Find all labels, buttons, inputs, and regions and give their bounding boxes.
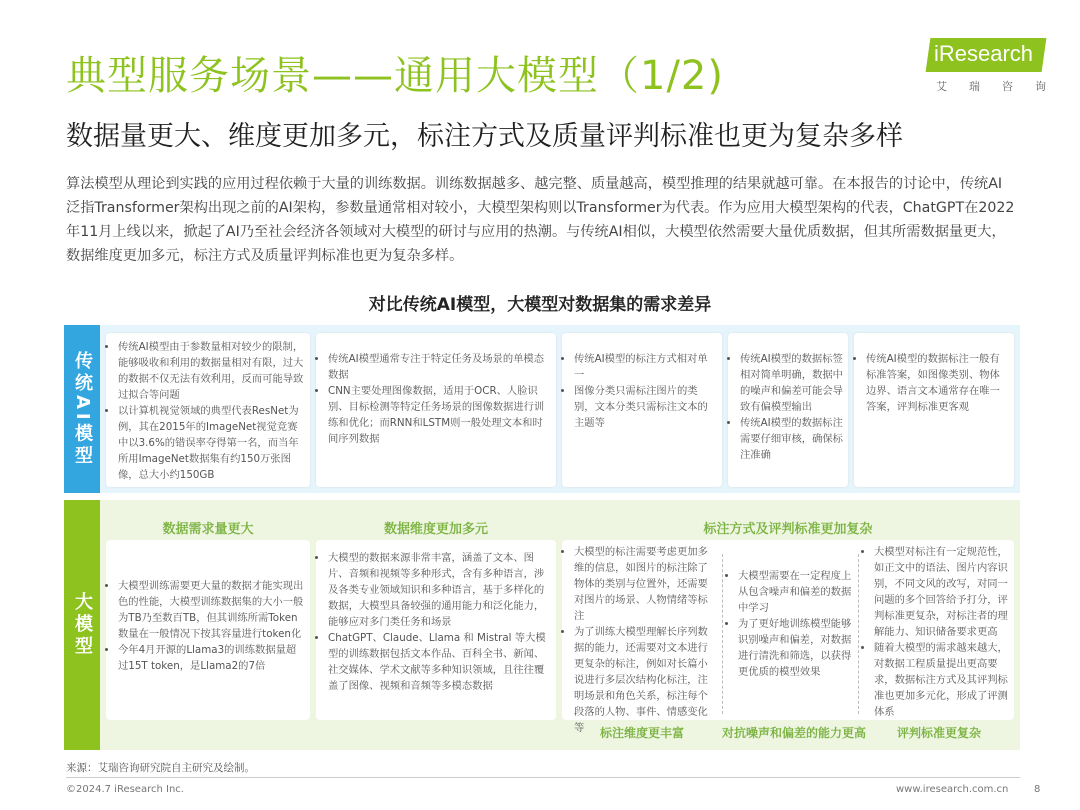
large-model-label: 大模型	[64, 500, 100, 750]
comparison-heading: 对比传统AI模型，大模型对数据集的需求差异	[368, 295, 712, 315]
list-item: • 传统AI模型的数据标注一般有标准答案，如图像类别、物体边界、语言文本通常存在唯一答案，评判标准更客观	[866, 351, 1008, 415]
list-item: • 大模型需要在一定程度上从包含噪声和偏差的数据中学习	[738, 568, 852, 616]
traditional-col-3	[562, 333, 722, 487]
category-title: 数据需求量更大	[162, 522, 254, 537]
traditional-col-2	[316, 333, 556, 487]
bottom-label: 评判标准更复杂	[896, 726, 981, 740]
intro-paragraph: 算法模型从理论到实践的应用过程依赖于大量的训练数据。训练数据越多、越完整、质量越高，模型推理的结果就越可靠。在本报告的讨论中，传统AI泛指Transformer架构出现之前的AI架构，参数量通常相对较小，大模型架构则以Transformer为代表。作为应用大模型架构的代表，ChatGPT在2022年11月上线以来，掀起了AI乃至社会经济各领域对大模型的研讨与应用的热潮。与传统AI相似，大模型依然需要大量优质数据，但其所需数据量更大，数据维度更加多元，标注方式及质量评判标准也更为复杂多样。	[66, 176, 1015, 264]
iresearch-logo	[928, 38, 1068, 98]
list-item: • 以计算机视觉领域的典型代表ResNet为例，其在2015年的ImageNet视觉竞赛中以3.6%的错误率夺得第一名，而当年所用ImageNet数据集有约150万张图像，总大小约150GB	[118, 403, 304, 483]
list-item: • 传统AI模型的标注方式相对单一	[574, 351, 716, 383]
category-title: 标注方式及评判标准更加复杂	[703, 522, 873, 537]
logo-text: iResearch	[934, 41, 1034, 66]
list-item: • 大模型训练需要更大量的数据才能实现出色的性能，大模型训练数据集的大小一般为TB乃至数百TB，但其训练所需Token数量在一般情况下按其容量进行token化	[118, 578, 304, 642]
website-link[interactable]: www.iresearch.com.cn	[896, 784, 1009, 795]
source-note: 来源：艾瑞咨询研究院自主研究及绘制。	[66, 762, 255, 774]
traditional-col-5	[854, 333, 1014, 487]
traditional-col-1	[106, 333, 310, 487]
bottom-label: 标注维度更丰富	[599, 726, 684, 740]
large-col-1	[106, 540, 310, 720]
list-item: • 传统AI模型的数据标签相对简单明确，数据中的噪声和偏差可能会导致有偏模型输出	[740, 351, 844, 415]
large-col-2	[316, 540, 556, 720]
list-item: • CNN主要处理图像数据，适用于OCR、人脸识别、目标检测等特定任务场景的图像数据进行训练和优化；而RNN和LSTM则一般处理文本和时间序列数据	[328, 383, 550, 447]
list-item: • 为了更好地训练模型能够识别噪声和偏差，对数据进行清洗和筛选，以获得更优质的模型效果	[738, 616, 852, 680]
list-item: • ChatGPT、Claude、Llama 和 Mistral 等大模型的训练数据包括文本作品、百科全书、新闻、社交媒体、学术文献等多种知识领域，且往往覆盖了图像、视频和音频等多模态数据	[328, 630, 550, 694]
copyright: ©2024.7 iResearch Inc.	[66, 784, 184, 795]
list-item: • 今年4月开源的Llama3的训练数据量超过15T token，是Llama2的7倍	[118, 642, 304, 674]
list-item: • 传统AI模型由于参数量相对较少的限制，能够吸收和利用的数据量相对有限，过大的数据不仅无法有效利用，反而可能导致过拟合等问题	[118, 339, 304, 403]
logo-subtext: 艾瑞咨询	[936, 80, 1068, 93]
list-item: • 大模型的标注需要考虑更加多维的信息，如图片的标注除了物体的类别与位置外，还需要对图片的场景、人物情绪等标注	[574, 544, 716, 624]
list-item: • 大模型的数据来源非常丰富，涵盖了文本、图片、音频和视频等多种形式，含有多种语言，涉及各类专业领域知识和多种语言，基于多样化的数据，大模型具备较强的通用能力和泛化能力，能够应对多门类任务和场景	[328, 550, 550, 630]
list-item: • 为了训练大模型理解长序列数据的能力，还需要对文本进行更复杂的标注，例如对长篇小说进行多层次结构化标注，注明场景和角色关系，标注每个段落的人物、事件、情感变化等	[574, 624, 716, 736]
traditional-ai-label: 传统AI模型	[64, 325, 100, 493]
bottom-label: 对抗噪声和偏差的能力更高	[722, 726, 867, 740]
page-title: 典型服务场景——通用大模型（1/2)	[66, 53, 724, 99]
list-item: • 随着大模型的需求越来越大，对数据工程质量提出更高要求，数据标注方式及其评判标准也更加多元化，形成了评测体系	[874, 640, 1008, 720]
page-number: 8	[1034, 784, 1041, 795]
list-item: • 大模型对标注有一定规范性，如正文中的语法、图片内容识别，不同文风的改写，对同一问题的多个回答给予打分，评判标准更复杂，对标注者的理解能力、知识储备要求更高	[874, 544, 1008, 640]
list-item: • 传统AI模型通常专注于特定任务及场景的单模态数据	[328, 351, 550, 383]
traditional-col-4	[728, 333, 848, 487]
category-title: 数据维度更加多元	[383, 522, 488, 537]
list-item: • 图像分类只需标注图片的类别，文本分类只需标注文本的主题等	[574, 383, 716, 431]
footer-divider	[66, 777, 1020, 778]
page-subtitle: 数据量更大、维度更加多元，标注方式及质量评判标准也更为复杂多样	[66, 121, 903, 152]
list-item: • 传统AI模型的数据标注需要仔细审核，确保标注准确	[740, 415, 844, 463]
